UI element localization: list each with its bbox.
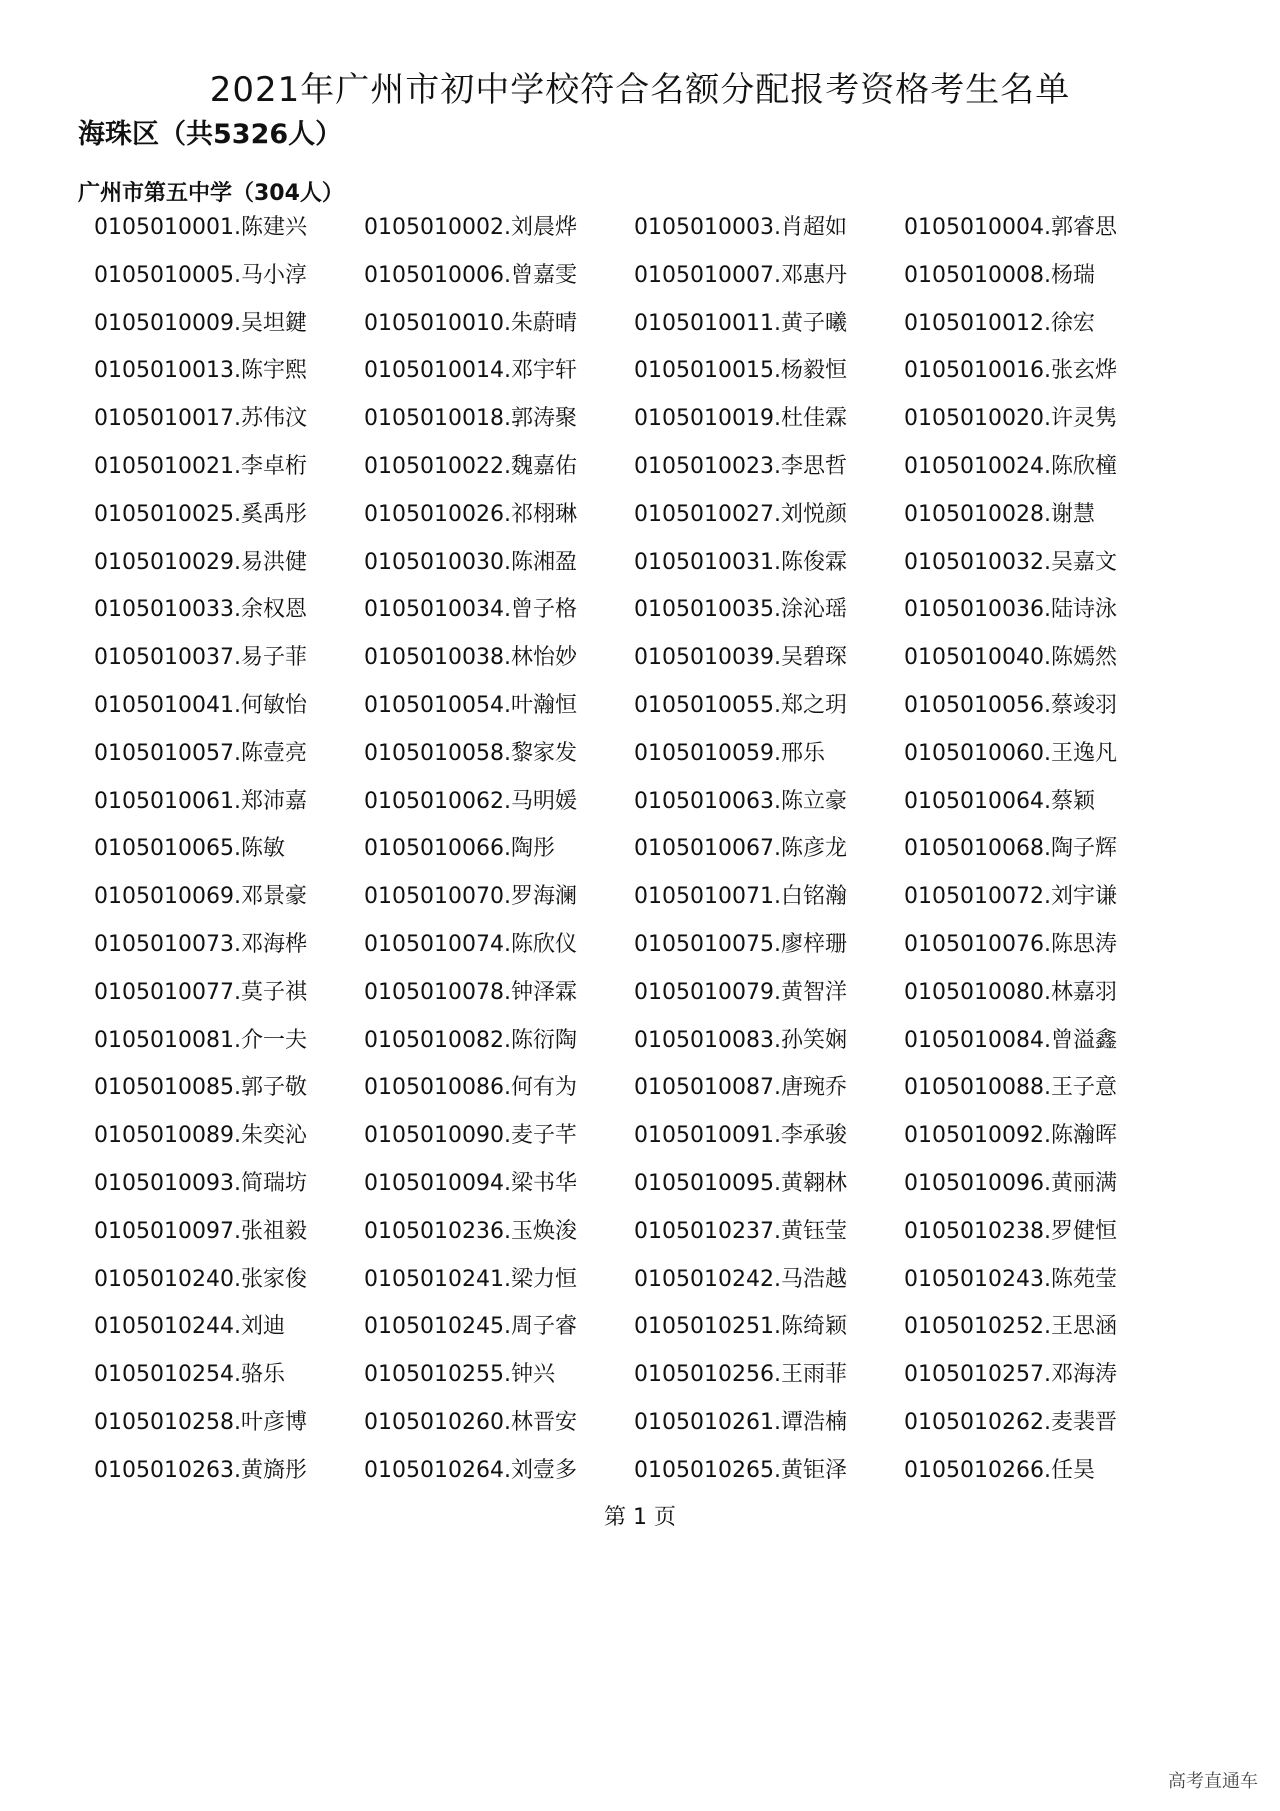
student-entry: 0105010003.肖超如 xyxy=(634,215,847,240)
student-entry: 0105010252.王思涵 xyxy=(904,1314,1117,1340)
student-entry: 0105010039.吴碧琛 xyxy=(634,645,847,671)
student-entry: 0105010021.李卓桁 xyxy=(94,453,307,479)
student-entry: 0105010097.张祖毅 xyxy=(94,1218,307,1244)
student-entry: 0105010095.黄翱林 xyxy=(634,1170,847,1196)
student-entry: 0105010062.马明媛 xyxy=(364,788,577,814)
student-list xyxy=(94,214,1194,1505)
watermark: 高考直通车 xyxy=(1168,1771,1258,1792)
student-entry: 0105010034.曾子格 xyxy=(364,597,577,623)
student-entry: 0105010075.廖梓珊 xyxy=(634,931,847,957)
student-entry: 0105010092.陈瀚晖 xyxy=(904,1123,1117,1149)
student-entry: 0105010260.林晋安 xyxy=(364,1409,577,1435)
student-entry: 0105010263.黄旖彤 xyxy=(94,1457,307,1483)
student-entry: 0105010002.刘晨烨 xyxy=(364,215,577,240)
student-entry: 0105010069.邓景豪 xyxy=(94,884,307,910)
student-entry: 0105010008.杨瑞 xyxy=(904,262,1095,288)
student-entry: 0105010030.陈湘盈 xyxy=(364,549,577,575)
student-entry: 0105010261.谭浩楠 xyxy=(634,1409,847,1435)
student-entry: 0105010026.祁栩琳 xyxy=(364,501,577,527)
student-entry: 0105010244.刘迪 xyxy=(94,1314,285,1340)
student-entry: 0105010040.陈嫣然 xyxy=(904,645,1117,671)
district-heading: 海珠区（共5326人） xyxy=(78,119,343,150)
student-entry: 0105010094.梁书华 xyxy=(364,1170,577,1196)
student-entry: 0105010080.林嘉羽 xyxy=(904,979,1117,1005)
student-entry: 0105010093.简瑞坊 xyxy=(94,1170,307,1196)
student-entry: 0105010036.陆诗泳 xyxy=(904,597,1117,623)
student-entry: 0105010006.曾嘉雯 xyxy=(364,262,577,288)
student-entry: 0105010009.吴坦鍵 xyxy=(94,310,307,336)
student-entry: 0105010089.朱奕沁 xyxy=(94,1123,307,1149)
student-entry: 0105010096.黄丽满 xyxy=(904,1170,1117,1196)
student-entry: 0105010024.陈欣橦 xyxy=(904,453,1117,479)
student-entry: 0105010068.陶子辉 xyxy=(904,836,1117,862)
student-entry: 0105010257.邓海涛 xyxy=(904,1362,1117,1388)
student-entry: 0105010083.孙笑娴 xyxy=(634,1027,847,1053)
student-entry: 0105010041.何敏怡 xyxy=(94,692,307,718)
student-entry: 0105010022.魏嘉佑 xyxy=(364,453,577,479)
student-entry: 0105010081.介一夫 xyxy=(94,1027,307,1053)
student-entry: 0105010066.陶彤 xyxy=(364,836,555,862)
student-entry: 0105010086.何有为 xyxy=(364,1075,577,1101)
student-entry: 0105010084.曾溢鑫 xyxy=(904,1027,1117,1053)
student-entry: 0105010012.徐宏 xyxy=(904,310,1095,336)
student-entry: 0105010055.郑之玥 xyxy=(634,692,847,718)
student-entry: 0105010014.邓宇轩 xyxy=(364,358,577,384)
student-entry: 0105010265.黄钜泽 xyxy=(634,1457,847,1483)
student-entry: 0105010082.陈衍陶 xyxy=(364,1027,577,1053)
student-entry: 0105010258.叶彦博 xyxy=(94,1409,307,1435)
student-entry: 0105010073.邓海桦 xyxy=(94,931,307,957)
student-entry: 0105010059.邢乐 xyxy=(634,740,825,766)
student-entry: 0105010262.麦裴晋 xyxy=(904,1409,1117,1435)
student-entry: 0105010243.陈苑莹 xyxy=(904,1266,1117,1292)
student-entry: 0105010063.陈立豪 xyxy=(634,788,847,814)
document-title: 2021年广州市初中学校符合名额分配报考资格考生名单 xyxy=(209,70,1071,110)
student-entry: 0105010023.李思哲 xyxy=(634,453,847,479)
student-entry: 0105010027.刘悦颜 xyxy=(634,501,847,527)
student-entry: 0105010015.杨毅恒 xyxy=(634,358,847,384)
student-entry: 0105010060.王逸凡 xyxy=(904,740,1117,766)
student-entry: 0105010001.陈建兴 xyxy=(94,215,307,240)
student-entry: 0105010245.周子睿 xyxy=(364,1314,577,1340)
student-entry: 0105010079.黄智洋 xyxy=(634,979,847,1005)
student-entry: 0105010033.余权恩 xyxy=(94,597,307,623)
student-entry: 0105010074.陈欣仪 xyxy=(364,931,577,957)
student-entry: 0105010011.黄子曦 xyxy=(634,310,847,336)
student-entry: 0105010254.骆乐 xyxy=(94,1362,285,1388)
student-entry: 0105010072.刘宇谦 xyxy=(904,884,1117,910)
student-entry: 0105010067.陈彦龙 xyxy=(634,836,847,862)
student-entry: 0105010020.许灵隽 xyxy=(904,406,1117,432)
student-entry: 0105010061.郑沛嘉 xyxy=(94,788,307,814)
student-entry: 0105010029.易洪健 xyxy=(94,549,307,575)
student-entry: 0105010238.罗健恒 xyxy=(904,1218,1117,1244)
student-entry: 0105010007.邓惠丹 xyxy=(634,262,847,288)
student-entry: 0105010237.黄钰莹 xyxy=(634,1218,847,1244)
student-entry: 0105010017.苏伟汶 xyxy=(94,406,307,432)
student-entry: 0105010038.林怡妙 xyxy=(364,645,577,671)
student-entry: 0105010035.涂沁瑶 xyxy=(634,597,847,623)
student-entry: 0105010236.玉焕浚 xyxy=(364,1218,577,1244)
student-entry: 0105010266.任昊 xyxy=(904,1457,1095,1483)
student-entry: 0105010078.钟泽霖 xyxy=(364,979,577,1005)
student-entry: 0105010037.易子菲 xyxy=(94,645,307,671)
student-entry: 0105010240.张家俊 xyxy=(94,1266,307,1292)
student-entry: 0105010010.朱蔚晴 xyxy=(364,310,577,336)
student-entry: 0105010025.奚禹彤 xyxy=(94,501,307,527)
student-entry: 0105010031.陈俊霖 xyxy=(634,549,847,575)
page-number: 第 1 页 xyxy=(604,1505,676,1530)
student-entry: 0105010016.张玄烨 xyxy=(904,358,1117,384)
student-entry: 0105010242.马浩越 xyxy=(634,1266,847,1292)
school-heading: 广州市第五中学（304人） xyxy=(78,181,344,206)
student-entry: 0105010091.李承骏 xyxy=(634,1123,847,1149)
student-entry: 0105010065.陈敏 xyxy=(94,836,285,862)
student-entry: 0105010028.谢慧 xyxy=(904,501,1095,527)
student-entry: 0105010251.陈绮颖 xyxy=(634,1314,847,1340)
student-entry: 0105010077.莫子祺 xyxy=(94,979,307,1005)
student-entry: 0105010088.王子意 xyxy=(904,1075,1117,1101)
student-entry: 0105010018.郭涛聚 xyxy=(364,406,577,432)
student-entry: 0105010019.杜佳霖 xyxy=(634,406,847,432)
student-entry: 0105010264.刘壹多 xyxy=(364,1457,577,1483)
student-entry: 0105010064.蔡颖 xyxy=(904,788,1095,814)
student-entry: 0105010090.麦子芊 xyxy=(364,1123,577,1149)
student-entry: 0105010056.蔡竣羽 xyxy=(904,692,1117,718)
student-entry: 0105010004.郭睿思 xyxy=(904,215,1117,240)
student-entry: 0105010085.郭子敬 xyxy=(94,1075,307,1101)
student-entry: 0105010032.吴嘉文 xyxy=(904,549,1117,575)
student-entry: 0105010076.陈思涛 xyxy=(904,931,1117,957)
student-entry: 0105010054.叶瀚恒 xyxy=(364,692,577,718)
student-entry: 0105010005.马小淳 xyxy=(94,262,307,288)
student-entry: 0105010058.黎家发 xyxy=(364,740,577,766)
student-entry: 0105010013.陈宇熙 xyxy=(94,358,307,384)
student-entry: 0105010070.罗海澜 xyxy=(364,884,577,910)
student-entry: 0105010057.陈壹亮 xyxy=(94,740,307,766)
student-entry: 0105010071.白铭瀚 xyxy=(634,884,847,910)
student-entry: 0105010255.钟兴 xyxy=(364,1362,555,1388)
student-entry: 0105010087.唐琬乔 xyxy=(634,1075,847,1101)
student-entry: 0105010256.王雨菲 xyxy=(634,1362,847,1388)
student-entry: 0105010241.梁力恒 xyxy=(364,1266,577,1292)
